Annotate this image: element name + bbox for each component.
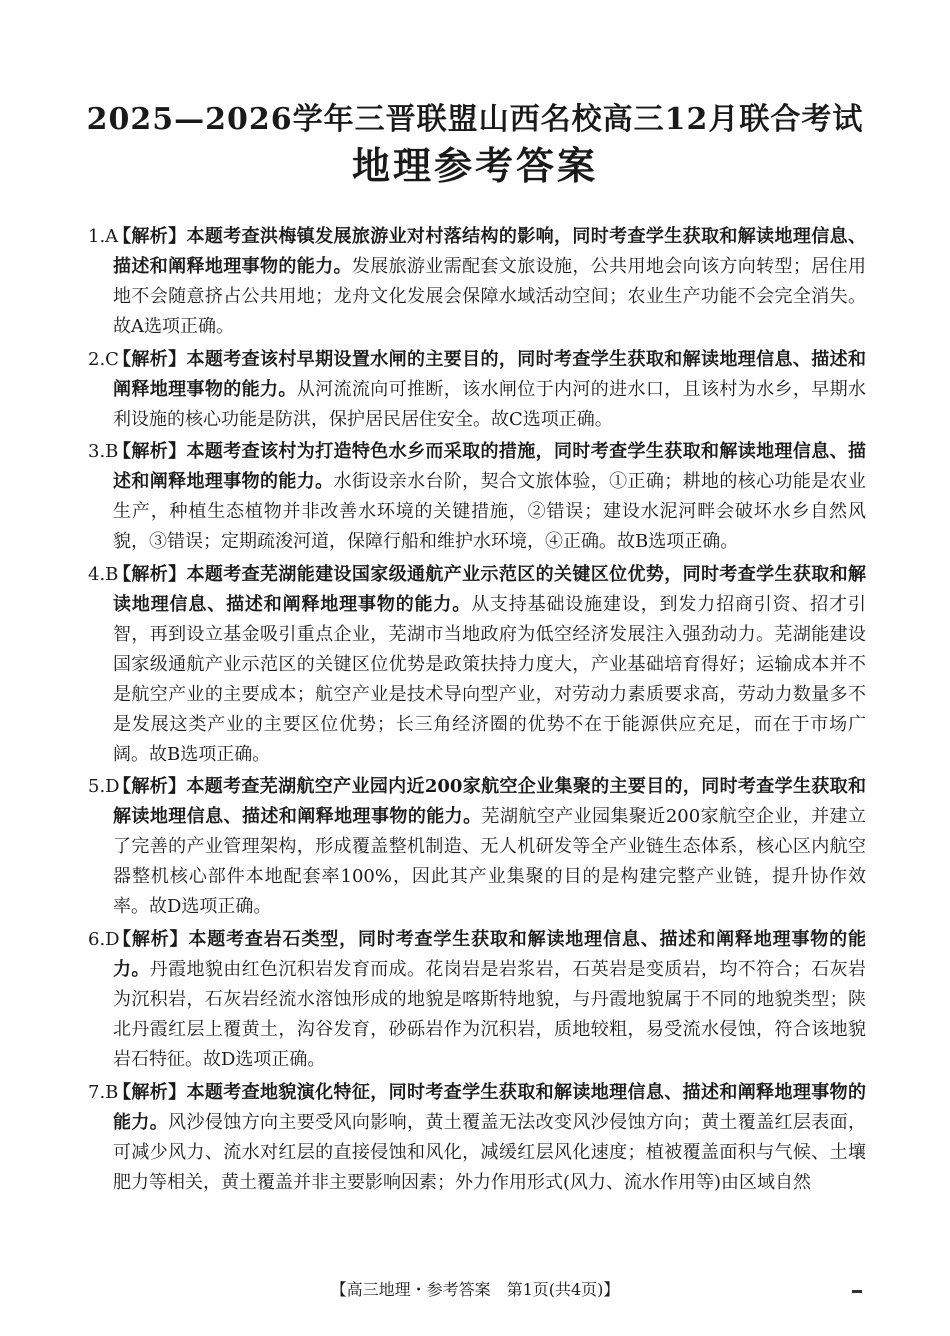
analysis-heading: 【解析】本题考查该村为打造特色水乡而采取的措施，同时考查学生获取和解读地理信息、描述和阐释地理事物的能力。 <box>113 441 866 493</box>
analysis-heading: 【解析】本题考查岩石类型，同时考查学生获取和解读地理信息、描述和阐释地理事物的能力。 <box>113 928 866 980</box>
analysis-heading: 【解析】本题考查芜湖航空产业园内近200家航空企业集聚的主要目的，同时考查学生获取和解读地理信息、描述和阐释地理事物的能力。 <box>113 776 866 828</box>
answer-number: 3.B <box>88 441 119 463</box>
analysis-heading: 【解析】本题考查该村早期设置水闸的主要目的，同时考查学生获取和解读地理信息、描述和阐释地理事物的能力。 <box>113 348 866 400</box>
answer-number: 1.A <box>88 226 119 247</box>
answer-number: 4.B <box>88 563 119 585</box>
answer-item-5 <box>88 772 866 922</box>
answer-number: 6.D <box>88 928 120 950</box>
analysis-text: 从河流流向可推断，该水闸位于内河的进水口，且该村为水乡，早期水利设施的核心功能是防洪，保护居民居住安全。故C选项正确。 <box>113 378 866 430</box>
analysis-text: 丹霞地貌由红色沉积岩发育而成。花岗岩是岩浆岩，石英岩是变质岩，均不符合；石灰岩为沉积岩，石灰岩经流水溶蚀形成的地貌是喀斯特地貌，与丹霞地貌属于不同的地貌类型；陕北丹霞红层上覆黄土，沟谷发育，砂砾岩作为沉积岩，质地较粗，易受流水侵蚀，符合该地貌岩石特征。故D选项正确。 <box>113 958 866 1070</box>
analysis-text: 水街设亲水台阶，契合文旅体验，①正确；耕地的核心功能是农业生产，种植生态植物并非改善水环境的关键措施，②错误；建设水泥河畔会破坏水乡自然风貌，③错误；定期疏浚河道，保障行船和维护水环境，④正确。故B选项正确。 <box>113 471 866 553</box>
answer-number: 7.B <box>88 1081 119 1103</box>
analysis-heading: 【解析】本题考查地貌演化特征，同时考查学生获取和解读地理信息、描述和阐释地理事物的能力。 <box>113 1081 866 1133</box>
analysis-text: 芜湖航空产业园集聚近200家航空企业，并建立了完善的产业管理架构，形成覆盖整机制造、无人机研发等全产业链生态体系，核心区内航空器整机核心部件本地配套率100%，因此其产业集聚的目的是构建完整产业链，提升协作效率。故D选项正确。 <box>113 806 867 918</box>
analysis-heading: 【解析】本题考查洪梅镇发展旅游业对村落结构的影响，同时考查学生获取和解读地理信息、描述和阐释地理事物的能力。 <box>113 226 866 277</box>
analysis-text: 从支持基础设施建设，到发力招商引资、招才引智，再到设立基金吸引重点企业，芜湖市当地政府为低空经济发展注入强劲动力。芜湖能建设国家级通航产业示范区的关键区位优势是政策扶持力度大，产业基础培育得好；运输成本并不是航空产业的主要成本；航空产业是技术导向型产业，对劳动力素质要求高，劳动力数量多不是发展这类产业的主要区位优势；长三角经济圈的优势不在于能源供应充足，而在于市场广阔。故B选项正确。 <box>113 593 866 765</box>
answer-number: 5.D <box>88 776 120 798</box>
answer-item-6 <box>88 925 866 1075</box>
answer-list <box>88 222 866 1200</box>
answer-number: 2.C <box>88 348 119 370</box>
answer-item-3 <box>88 437 866 557</box>
analysis-heading: 【解析】本题考查芜湖能建设国家级通航产业示范区的关键区位优势，同时考查学生获取和解读地理信息、描述和阐释地理事物的能力。 <box>113 563 866 615</box>
answer-item-7 <box>88 1078 866 1198</box>
page-footer: 【高三地理・参考答案 第1页(共4页)】 <box>330 1280 620 1299</box>
answer-item-4 <box>88 560 866 770</box>
analysis-text: 发展旅游业需配套文旅设施，公共用地会向该方向转型；居住用地不会随意挤占公共用地；龙舟文化发展会保障水域活动空间；农业生产功能不会完全消失。故A选项正确。 <box>113 256 866 337</box>
document-title: 地理参考答案 <box>351 143 598 188</box>
answer-item-2 <box>88 345 866 435</box>
exam-title: 2025—2026学年三晋联盟山西名校高三12月联合考试 <box>86 102 864 137</box>
answer-item-1 <box>88 222 866 342</box>
analysis-text: 风沙侵蚀方向主要受风向影响，黄土覆盖无法改变风沙侵蚀方向；黄土覆盖红层表面，可减少风力、流水对红层的直接侵蚀和风化，减缓红层风化速度；植被覆盖面积与气候、土壤肥力等相关，黄土覆盖并非主要影响因素；外力作用形式(风力、流水作用等)由区域自然 <box>113 1111 866 1193</box>
corner-mark <box>852 1290 862 1293</box>
